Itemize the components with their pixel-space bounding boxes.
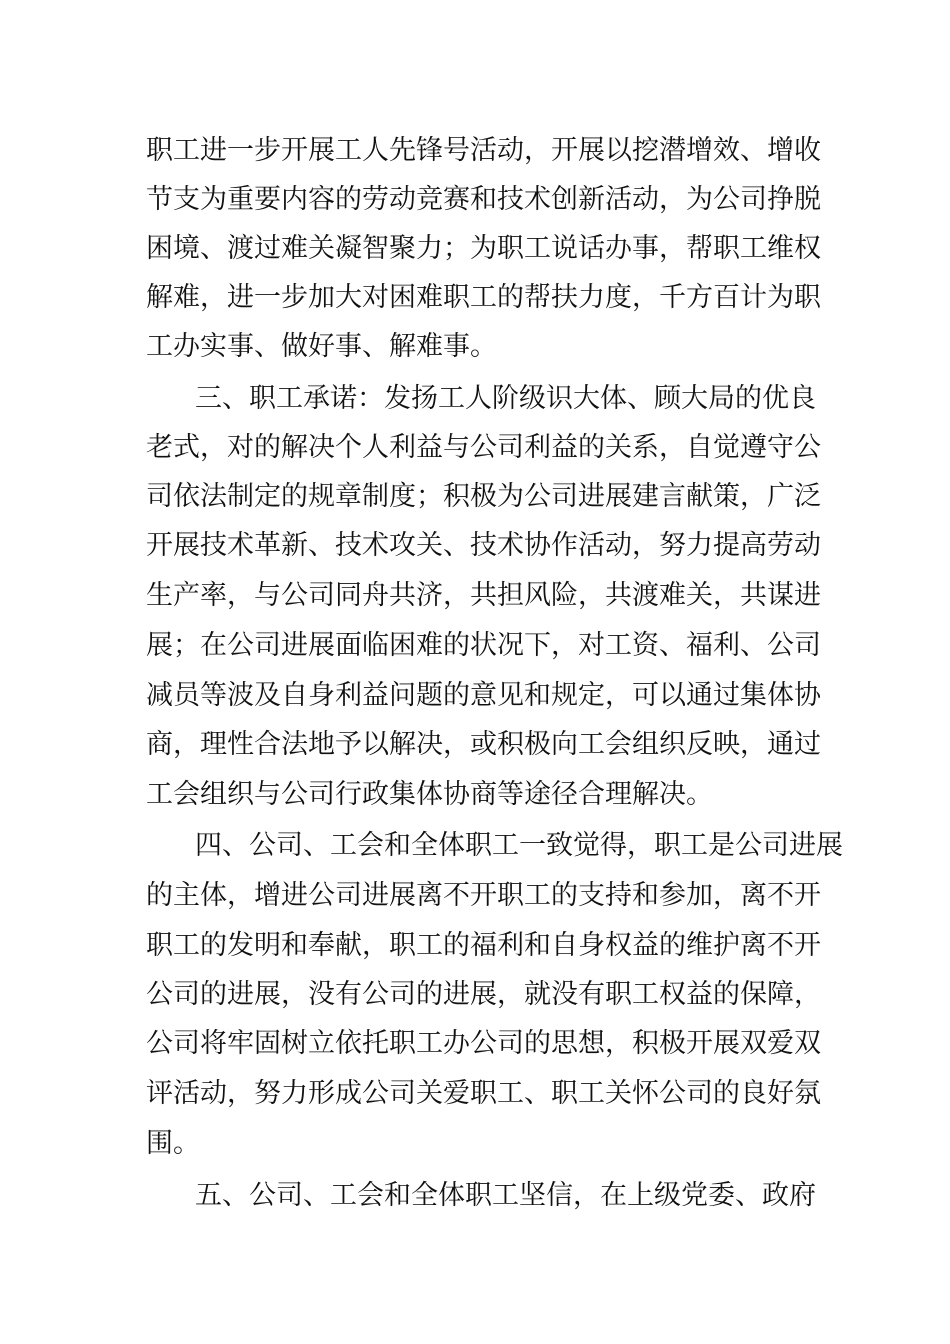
- text-line: 工会组织与公司行政集体协商等途径合理解决。: [146, 779, 713, 810]
- text-line: 商，理性合法地予以解决，或积极向工会组织反映，通过: [146, 729, 821, 760]
- text-line: 司依法制定的规章制度；积极为公司进展建言献策，广泛: [146, 481, 821, 512]
- text-line: 职工的发明和奉献，职工的福利和自身权益的维护离不开: [146, 930, 821, 961]
- text-line: 围。: [146, 1128, 200, 1159]
- text-line: 展；在公司进展面临困难的状况下，对工资、福利、公司: [146, 630, 821, 661]
- text-line: 工办实事、做好事、解难事。: [146, 331, 497, 362]
- text-line: 困境、渡过难关凝智聚力；为职工说话办事，帮职工维权: [146, 233, 821, 264]
- text-line: 公司将牢固树立依托职工办公司的思想，积极开展双爱双: [146, 1028, 821, 1059]
- text-line: 老式，对的解决个人利益与公司利益的关系，自觉遵守公: [146, 432, 821, 463]
- text-line: 开展技术革新、技术攻关、技术协作活动，努力提高劳动: [146, 530, 821, 561]
- text-line: 减员等波及自身利益问题的意见和规定，可以通过集体协: [146, 680, 821, 711]
- text-line: 公司的进展，没有公司的进展，就没有职工权益的保障，: [146, 979, 821, 1010]
- text-line: 生产率，与公司同舟共济，共担风险，共渡难关，共谋进: [146, 580, 821, 611]
- text-line: 评活动，努力形成公司关爱职工、职工关怀公司的良好氛: [146, 1078, 821, 1109]
- text-line: 节支为重要内容的劳动竞赛和技术创新活动，为公司挣脱: [146, 184, 821, 215]
- text-line: 的主体，增进公司进展离不开职工的支持和参加，离不开: [146, 880, 821, 911]
- paragraph-3-first-line: 三、职工承诺：发扬工人阶级识大体、顾大局的优良: [195, 383, 816, 414]
- text-line: 职工进一步开展工人先锋号活动，开展以挖潜增效、增收: [146, 135, 821, 166]
- paragraph-4-first-line: 四、公司、工会和全体职工一致觉得，职工是公司进展: [195, 830, 843, 861]
- paragraph-5-first-line: 五、公司、工会和全体职工坚信，在上级党委、政府: [195, 1180, 816, 1211]
- text-line: 解难，进一步加大对困难职工的帮扶力度，千方百计为职: [146, 282, 821, 313]
